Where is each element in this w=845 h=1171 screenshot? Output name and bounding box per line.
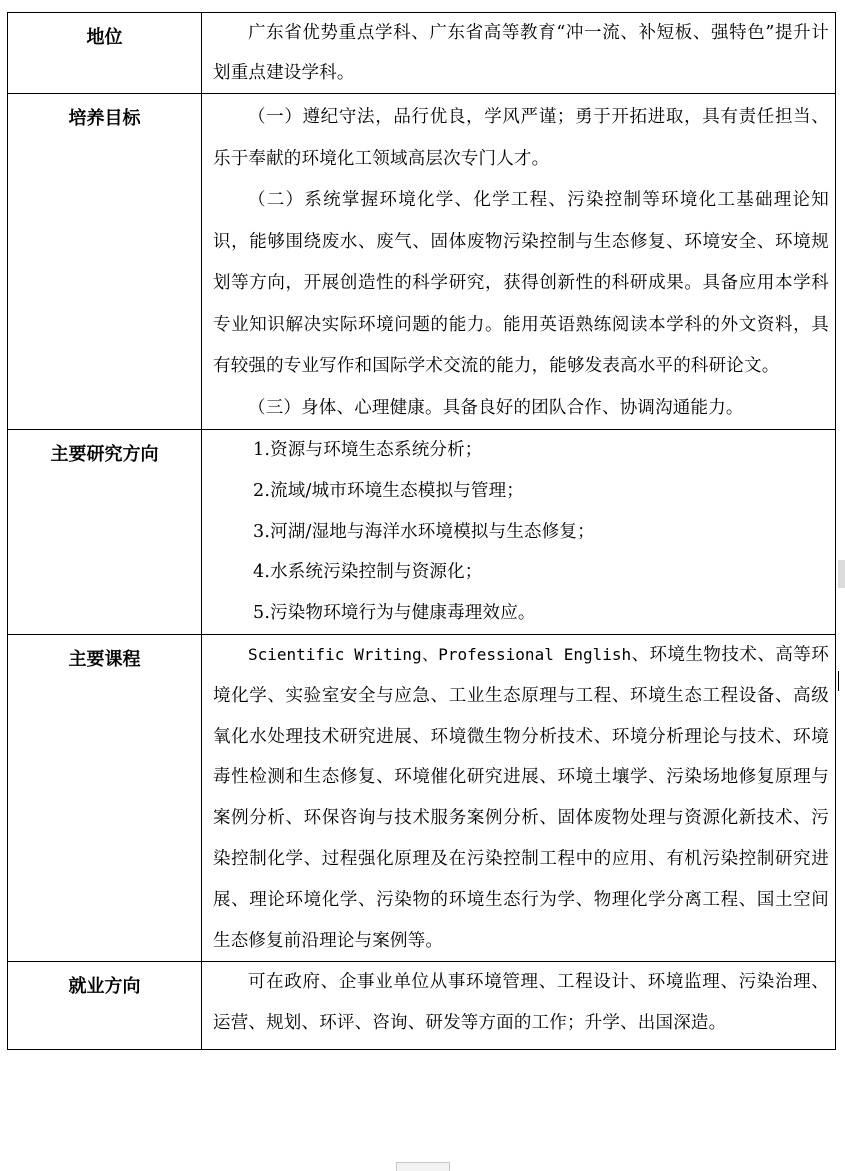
course-latin-titles: Scientific Writing、Professional English bbox=[248, 644, 632, 664]
goal-paragraph-1: （一）遵纪守法，品行优良，学风严谨；勇于开拓进取，具有责任担当、乐于奉献的环境化工领域高层次专门人才。 bbox=[213, 107, 829, 169]
program-info-table bbox=[7, 12, 836, 1050]
row-label-position: 地位 bbox=[8, 13, 202, 94]
research-item: 2.流域/城市环境生态模拟与管理； bbox=[253, 480, 524, 501]
row-label-career-directions: 就业方向 bbox=[8, 962, 202, 1050]
research-item: 3.河湖/湿地与海洋水环境模拟与生态修复； bbox=[253, 521, 595, 542]
research-item: 1.资源与环境生态系统分析； bbox=[253, 440, 483, 460]
course-list-text bbox=[213, 635, 829, 961]
row-content-main-courses bbox=[202, 634, 836, 961]
research-item: 4.水系统污染控制与资源化； bbox=[253, 562, 483, 583]
side-scroll-marker bbox=[838, 560, 845, 588]
course-chinese-titles: 、环境生物技术、高等环境化学、实验室安全与应急、工业生态原理与工程、环境生态工程设备、高级氧化水处理技术研究进展、环境微生物分析技术、环境分析理论与技术、环境毒性检测和生态修复、环境催化研究进展、环境土壤学、污染场地修复原理与案例分析、环保咨询与技术服务案例分析、固体废物处理与资源化新技术、污染控制化学、过程强化原理及在污染控制工程中的应用、有机污染控制研究进展、理论环境化学、污染物的环境生态行为学、物理化学分离工程、国土空间生态修复前沿理论与案例等。 bbox=[213, 644, 829, 951]
table-row-position bbox=[8, 13, 836, 94]
row-label-research-directions: 主要研究方向 bbox=[8, 430, 202, 635]
row-content-training-goals bbox=[202, 94, 836, 430]
text-cursor bbox=[838, 671, 839, 691]
row-label-main-courses: 主要课程 bbox=[8, 634, 202, 961]
position-text: 广东省优势重点学科、广东省高等教育“冲一流、补短板、强特色”提升计划重点建设学科。 bbox=[213, 23, 829, 83]
table-row-training-goals bbox=[8, 94, 836, 430]
row-label-training-goals: 培养目标 bbox=[8, 94, 202, 430]
table-row-research-directions bbox=[8, 430, 836, 635]
research-item: 5.污染物环境行为与健康毒理效应。 bbox=[253, 603, 536, 624]
row-content-research-directions bbox=[202, 430, 836, 635]
goal-paragraph-3: （三）身体、心理健康。具备良好的团队合作、协调沟通能力。 bbox=[248, 397, 744, 418]
table-row-main-courses bbox=[8, 634, 836, 961]
table-row-career-directions bbox=[8, 962, 836, 1050]
career-text: 可在政府、企事业单位从事环境管理、工程设计、环境监理、污染治理、运营、规划、环评、咨询、研发等方面的工作；升学、出国深造。 bbox=[213, 972, 829, 1033]
goal-paragraph-2: （二）系统掌握环境化学、化学工程、污染控制等环境化工基础理论知识，能够围绕废水、废气、固体废物污染控制与生态修复、环境安全、环境规划等方向，开展创造性的科学研究，获得创新性的科研成果。具备应用本学科专业知识解决实际环境问题的能力。能用英语熟练阅读本学科的外文资料，具有较强的专业写作和国际学术交流的能力，能够发表高水平的科研论文。 bbox=[213, 190, 829, 376]
row-content-position bbox=[202, 13, 836, 94]
row-content-career-directions bbox=[202, 962, 836, 1050]
